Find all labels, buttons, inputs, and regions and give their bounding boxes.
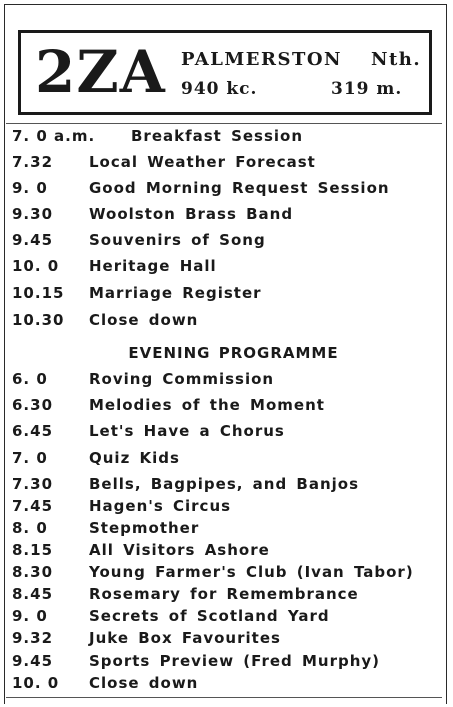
- schedule-row: [0, 370, 453, 392]
- schedule-row: [0, 205, 453, 227]
- schedule-time: 8.45: [12, 585, 54, 603]
- schedule-time: 6. 0: [12, 370, 48, 388]
- station-callsign: 2ZA: [35, 38, 166, 106]
- schedule-row: [0, 497, 453, 519]
- schedule-row: [0, 311, 453, 333]
- schedule-row: [0, 541, 453, 563]
- station-town: PALMERSTON: [181, 49, 342, 70]
- schedule-programme: Bells, Bagpipes, and Banjos: [89, 475, 360, 493]
- schedule-row: [0, 422, 453, 444]
- schedule-time: 6.45: [12, 422, 54, 440]
- schedule-row: [0, 563, 453, 585]
- schedule-programme: Juke Box Favourites: [89, 629, 281, 647]
- schedule-row: [0, 231, 453, 253]
- schedule-time: 9.45: [12, 231, 54, 249]
- schedule-programme: Heritage Hall: [89, 257, 217, 275]
- schedule-row: [0, 629, 453, 651]
- schedule-time: 8.15: [12, 541, 54, 559]
- schedule-programme: Secrets of Scotland Yard: [89, 607, 330, 625]
- schedule-row: [0, 284, 453, 306]
- schedule-time: 9. 0: [12, 179, 48, 197]
- schedule-programme: Close down: [89, 311, 199, 329]
- schedule-programme: Stepmother: [89, 519, 200, 537]
- schedule-programme: Hagen's Circus: [89, 497, 232, 515]
- schedule-row: [0, 652, 453, 674]
- schedule-programme: Let's Have a Chorus: [89, 422, 285, 440]
- schedule-time: 7.30: [12, 475, 54, 493]
- station-frequency-line: [181, 79, 402, 99]
- schedule-row: [0, 674, 453, 696]
- schedule-row: [0, 153, 453, 175]
- evening-heading: EVENING PROGRAMME: [128, 344, 339, 362]
- schedule-time: 10.30: [12, 311, 65, 329]
- schedule-row: [0, 585, 453, 607]
- schedule-programme: Souvenirs of Song: [89, 231, 266, 249]
- schedule-time: 8.30: [12, 563, 54, 581]
- schedule-time: 7.32: [12, 153, 54, 171]
- schedule-row: [0, 607, 453, 629]
- schedule-row: [0, 475, 453, 497]
- station-town-suffix: Nth.: [371, 49, 422, 70]
- divider-top: [6, 123, 442, 124]
- schedule-programme: Rosemary for Remembrance: [89, 585, 359, 603]
- schedule-time: 10. 0: [12, 257, 60, 275]
- divider-bottom: [6, 697, 442, 698]
- schedule-time: 8. 0: [12, 519, 48, 537]
- schedule-time: 10. 0: [12, 674, 60, 692]
- schedule-row: [0, 519, 453, 541]
- schedule-programme: Local Weather Forecast: [89, 153, 316, 171]
- schedule-programme: Quiz Kids: [89, 449, 180, 467]
- station-location: [181, 49, 421, 70]
- schedule-row: [0, 449, 453, 471]
- schedule-programme: Breakfast Session: [131, 127, 304, 145]
- schedule-time: 9. 0: [12, 607, 48, 625]
- schedule-time: 7.45: [12, 497, 54, 515]
- schedule-programme: Good Morning Request Session: [89, 179, 390, 197]
- station-frequency: 940 kc.: [181, 79, 258, 99]
- schedule-programme: Sports Preview (Fred Murphy): [89, 652, 381, 670]
- schedule-programme: Roving Commission: [89, 370, 275, 388]
- schedule-row: [0, 257, 453, 279]
- schedule-programme: Woolston Brass Band: [89, 205, 294, 223]
- schedule-programme: Young Farmer's Club (Ivan Tabor): [89, 563, 414, 581]
- schedule-row: [0, 396, 453, 418]
- schedule-programme: Close down: [89, 674, 199, 692]
- schedule-programme: Marriage Register: [89, 284, 262, 302]
- schedule-time: 10.15: [12, 284, 65, 302]
- schedule-time: 7. 0 a.m.: [12, 127, 96, 145]
- schedule-time: 9.45: [12, 652, 54, 670]
- schedule-row: [0, 179, 453, 201]
- schedule-row: [0, 127, 453, 149]
- schedule-programme: All Visitors Ashore: [89, 541, 270, 559]
- schedule-time: 9.32: [12, 629, 54, 647]
- schedule-programme: Melodies of the Moment: [89, 396, 325, 414]
- schedule-time: 7. 0: [12, 449, 48, 467]
- schedule-time: 6.30: [12, 396, 54, 414]
- station-header: [18, 30, 432, 115]
- station-wavelength: 319 m.: [331, 79, 403, 99]
- schedule-time: 9.30: [12, 205, 54, 223]
